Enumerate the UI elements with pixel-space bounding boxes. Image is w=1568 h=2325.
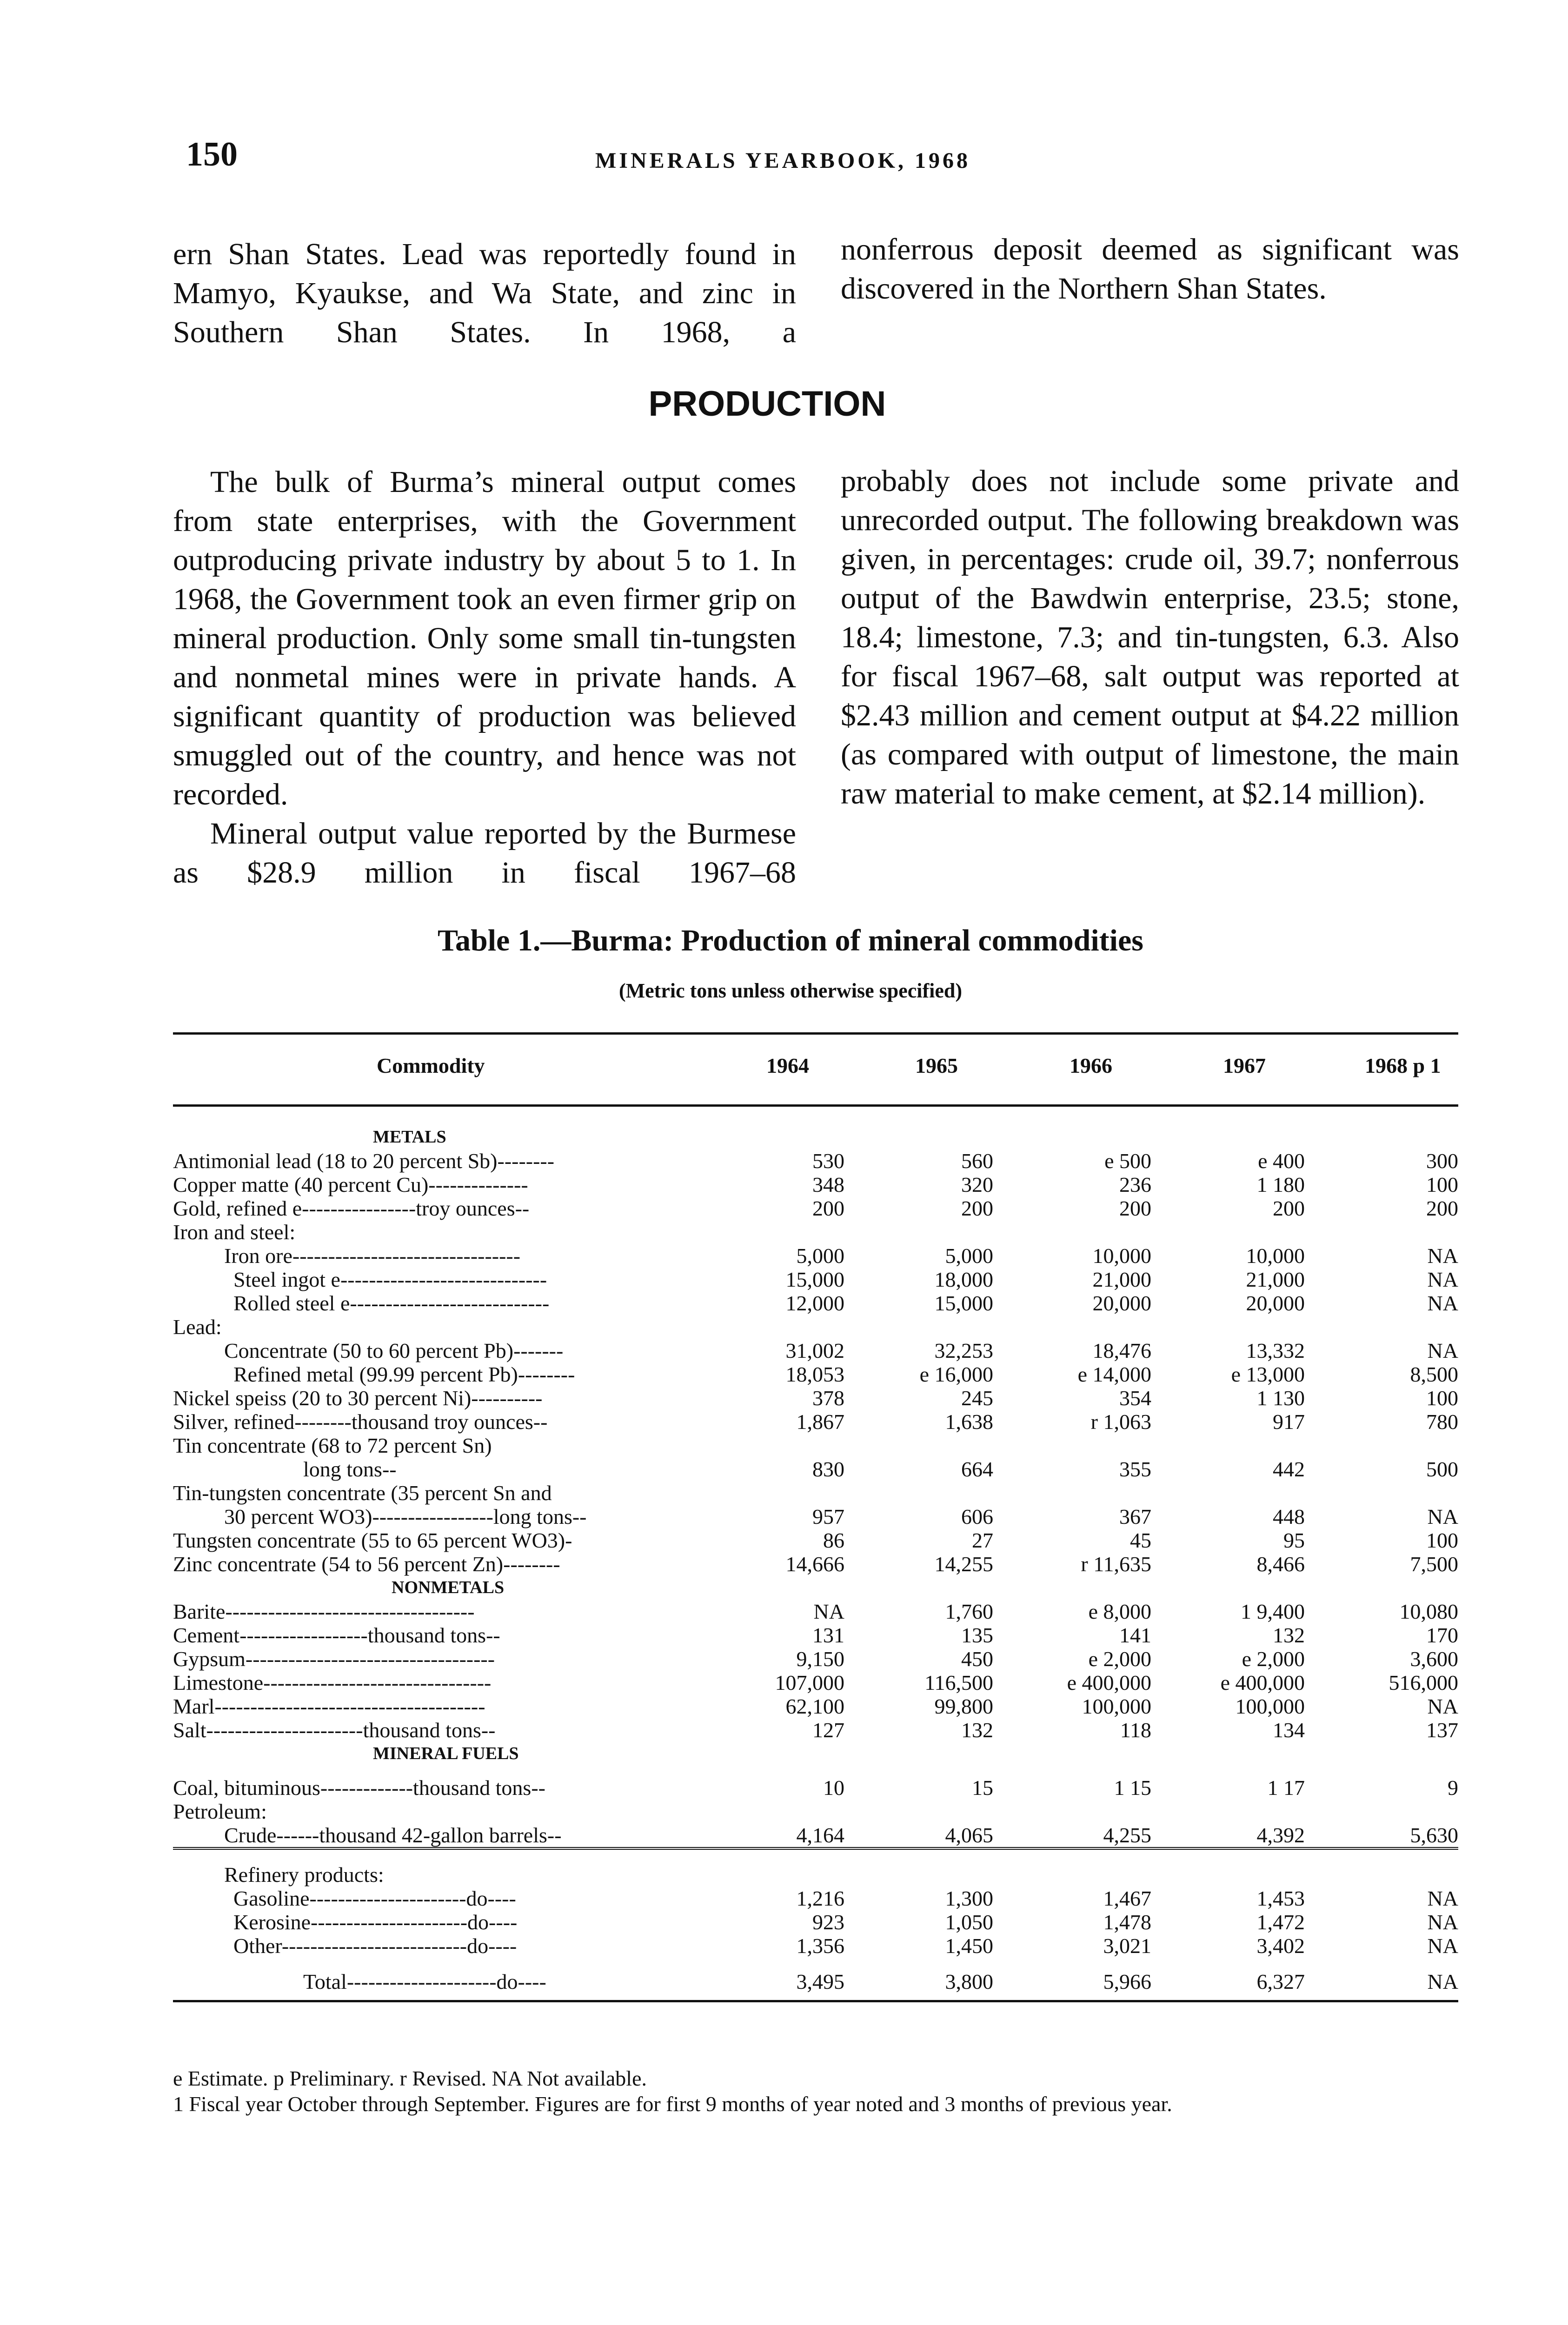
running-title: MINERALS YEARBOOK, 1968 (595, 148, 970, 173)
body-paragraph: Mineral output value reported by the Burmese as $28.9 million in fiscal 1967–68 (173, 817, 796, 890)
value-cell: 13,332 (1246, 1339, 1305, 1362)
intro-left-column (173, 235, 796, 352)
value-cell: 8,466 (1256, 1552, 1305, 1576)
commodity-label: 30 percent WO3)-----------------long tons-- (224, 1505, 587, 1528)
value-cell: 99,800 (934, 1694, 993, 1718)
value-cell (1305, 1434, 1458, 1457)
table-row (173, 1196, 1458, 1220)
value-cell: 131 (812, 1623, 844, 1647)
value-cell: 135 (961, 1623, 993, 1647)
body-right-column (841, 462, 1459, 813)
table-row (173, 1863, 1458, 1887)
value-cell: 100,000 (1082, 1694, 1151, 1718)
value-cell: 134 (1273, 1718, 1305, 1742)
value-cell (1151, 1315, 1305, 1339)
value-cell: 355 (1119, 1457, 1151, 1481)
value-cell: 9,150 (796, 1647, 844, 1671)
value-cell (1151, 1434, 1305, 1457)
value-cell: NA (1427, 1268, 1458, 1291)
value-cell: r 11,635 (1081, 1552, 1151, 1576)
table-row (173, 1887, 1458, 1910)
commodity-label: Petroleum: (173, 1800, 267, 1823)
value-cell: 141 (1119, 1623, 1151, 1647)
value-cell (705, 1434, 844, 1457)
value-cell: 20,000 (1092, 1291, 1151, 1315)
commodity-label: Other--------------------------do---- (233, 1934, 517, 1958)
value-cell (993, 1434, 1151, 1457)
value-cell: 100,000 (1235, 1694, 1305, 1718)
value-cell: 3,021 (1103, 1934, 1151, 1958)
table-row (173, 1647, 1458, 1671)
footnote-fiscal-year: 1 Fiscal year October through September. Figures are for first 9 months of year noted and 3 months of previous year. (173, 2092, 1172, 2116)
column-header: 1965 (915, 1054, 958, 1077)
value-cell: 1,453 (1256, 1887, 1305, 1910)
intro-right-text: nonferrous deposit deemed as significant was discovered in the Northern Shan States. (841, 232, 1459, 306)
table-row (173, 1766, 1458, 1800)
value-cell: 100 (1426, 1386, 1458, 1410)
value-cell: 3,402 (1256, 1934, 1305, 1958)
value-cell: 200 (961, 1196, 993, 1220)
commodity-label: Antimonial lead (18 to 20 percent Sb)-------- (173, 1149, 555, 1173)
commodity-label: Gold, refined e----------------troy ounces-- (173, 1196, 530, 1220)
value-cell: 7,500 (1410, 1552, 1458, 1576)
table-title: Table 1.—Burma: Production of mineral commodities (438, 923, 1143, 957)
value-cell (705, 1220, 844, 1244)
value-cell: 10,000 (1092, 1244, 1151, 1268)
value-cell: 3,600 (1410, 1647, 1458, 1671)
page-number: 150 (186, 135, 238, 173)
value-cell (844, 1481, 993, 1505)
value-cell: NA (1427, 1934, 1458, 1958)
value-cell: 118 (1120, 1718, 1151, 1742)
value-cell: NA (1427, 1887, 1458, 1910)
commodity-label: Coal, bituminous-------------thousand tons-- (173, 1776, 545, 1800)
commodity-label: Barite----------------------------------- (173, 1600, 475, 1623)
spacer-row (173, 1958, 1458, 1970)
column-header: Commodity (377, 1054, 485, 1077)
value-cell: 1 17 (1267, 1776, 1305, 1800)
value-cell: 516,000 (1389, 1671, 1458, 1694)
production-table (173, 1125, 1458, 2002)
value-cell (1305, 1220, 1458, 1244)
table-row (173, 1220, 1458, 1244)
section-label: NONMETALS (392, 1578, 505, 1597)
table-header-rule (173, 1104, 1458, 1107)
value-cell (844, 1800, 993, 1823)
table-row (173, 1623, 1458, 1647)
value-cell: 4,065 (945, 1823, 993, 1847)
value-cell: 170 (1426, 1623, 1458, 1647)
value-cell: e 2,000 (1242, 1647, 1305, 1671)
intro-left-text: ern Shan States. Lead was reportedly found in Mamyo, Kyaukse, and Wa State, and zinc in Southern Shan States. In 1968, a (173, 237, 796, 349)
table-subtitle: (Metric tons unless otherwise specified) (618, 979, 963, 1002)
value-cell (993, 1863, 1151, 1887)
column-header: 1966 (1070, 1054, 1112, 1077)
commodity-label: Concentrate (50 to 60 percent Pb)------- (224, 1339, 564, 1362)
value-cell: 560 (961, 1149, 993, 1173)
value-cell: 354 (1119, 1386, 1151, 1410)
value-cell (1305, 1315, 1458, 1339)
value-cell: NA (1427, 1339, 1458, 1362)
value-cell: 530 (812, 1149, 844, 1173)
table-row (173, 1600, 1458, 1623)
value-cell: 100 (1426, 1528, 1458, 1552)
table-row (173, 1528, 1458, 1552)
value-cell: 137 (1426, 1718, 1458, 1742)
section-label-nonmetals (173, 1576, 1458, 1600)
value-cell (1151, 1481, 1305, 1505)
value-cell: 10,000 (1246, 1244, 1305, 1268)
body-left-column (173, 463, 796, 892)
value-cell: 4,255 (1103, 1823, 1151, 1847)
value-cell: 107,000 (775, 1671, 844, 1694)
value-cell: 1,760 (945, 1600, 993, 1623)
commodity-label: Rolled steel e---------------------------- (233, 1291, 550, 1315)
commodity-label: Kerosine----------------------do---- (233, 1910, 518, 1934)
commodity-label: Copper matte (40 percent Cu)-------------- (173, 1173, 528, 1196)
value-cell: 32,253 (934, 1339, 993, 1362)
section-label-fuels (173, 1742, 1458, 1766)
commodity-label: Gasoline----------------------do---- (233, 1887, 516, 1910)
table-row (173, 1386, 1458, 1410)
commodity-label: Lead: (173, 1315, 222, 1339)
value-cell: 1,450 (945, 1934, 993, 1958)
commodity-label: Steel ingot e----------------------------- (233, 1268, 547, 1291)
commodity-label: Refined metal (99.99 percent Pb)-------- (233, 1362, 575, 1386)
value-cell: 236 (1119, 1173, 1151, 1196)
value-cell: 1,300 (945, 1887, 993, 1910)
value-cell (844, 1434, 993, 1457)
value-cell: 5,630 (1410, 1823, 1458, 1847)
value-cell: r 1,063 (1090, 1410, 1151, 1434)
value-cell: 18,053 (785, 1362, 844, 1386)
value-cell (993, 1315, 1151, 1339)
value-cell (705, 1481, 844, 1505)
value-cell: NA (813, 1600, 844, 1623)
value-cell: 1,050 (945, 1910, 993, 1934)
value-cell: 100 (1426, 1173, 1458, 1196)
table-row (173, 1339, 1458, 1362)
value-cell (705, 1315, 844, 1339)
value-cell: 10 (823, 1776, 844, 1800)
value-cell: 15,000 (934, 1291, 993, 1315)
commodity-label: Refinery products: (224, 1863, 384, 1887)
commodity-label: Marl-------------------------------------- (173, 1694, 485, 1718)
value-cell: 45 (1130, 1528, 1151, 1552)
value-cell: 348 (812, 1173, 844, 1196)
value-cell (844, 1315, 993, 1339)
value-cell: 320 (961, 1173, 993, 1196)
section-label: METALS (373, 1127, 446, 1147)
table-row (173, 1244, 1458, 1268)
value-cell: 200 (1426, 1196, 1458, 1220)
value-cell (993, 1800, 1151, 1823)
value-cell: 1,638 (945, 1410, 993, 1434)
table-row (173, 1671, 1458, 1694)
value-cell: 132 (1273, 1623, 1305, 1647)
commodity-label: Tin concentrate (68 to 72 percent Sn) (173, 1434, 492, 1457)
value-cell: 1,467 (1103, 1887, 1151, 1910)
intro-right-column (841, 230, 1459, 308)
value-cell: 4,392 (1256, 1823, 1305, 1847)
table-row (173, 1149, 1458, 1173)
table-row (173, 1481, 1458, 1505)
value-cell: 1,478 (1103, 1910, 1151, 1934)
value-cell: 86 (823, 1528, 844, 1552)
table-row (173, 1823, 1458, 1848)
commodity-label: Nickel speiss (20 to 30 percent Ni)---------- (173, 1386, 543, 1410)
table-row (173, 1362, 1458, 1386)
table-row (173, 1552, 1458, 1576)
value-cell: 20,000 (1246, 1291, 1305, 1315)
value-cell: NA (1427, 1291, 1458, 1315)
value-cell: NA (1427, 1505, 1458, 1528)
section-label: MINERAL FUELS (373, 1744, 519, 1763)
commodity-label: long tons-- (303, 1457, 397, 1481)
value-cell (1305, 1481, 1458, 1505)
value-cell: e 14,000 (1077, 1362, 1151, 1386)
value-cell (844, 1863, 993, 1887)
value-cell: 378 (812, 1386, 844, 1410)
table-row (173, 1268, 1458, 1291)
value-cell: 917 (1273, 1410, 1305, 1434)
value-cell (1151, 1863, 1305, 1887)
value-cell (993, 1220, 1151, 1244)
value-cell: 442 (1273, 1457, 1305, 1481)
value-cell: 830 (812, 1457, 844, 1481)
value-cell (705, 1863, 844, 1887)
commodity-label: Tin-tungsten concentrate (35 percent Sn and (173, 1481, 552, 1505)
commodity-label: Limestone-------------------------------- (173, 1671, 492, 1694)
table-row (173, 1315, 1458, 1339)
value-cell: 5,966 (993, 1970, 1151, 2001)
value-cell: NA (1427, 1910, 1458, 1934)
table-row (173, 1718, 1458, 1742)
value-cell: 200 (1273, 1196, 1305, 1220)
value-cell: 300 (1426, 1149, 1458, 1173)
value-cell: 21,000 (1092, 1268, 1151, 1291)
footnote-legend: e Estimate. p Preliminary. r Revised. NA Not available. (173, 2066, 647, 2090)
value-cell: e 400 (1258, 1149, 1305, 1173)
value-cell: 10,080 (1399, 1600, 1458, 1623)
value-cell: e 13,000 (1231, 1362, 1305, 1386)
value-cell: 1,472 (1256, 1910, 1305, 1934)
value-cell: 3,800 (844, 1970, 993, 2001)
table-row (173, 1505, 1458, 1528)
value-cell: 200 (812, 1196, 844, 1220)
value-cell: 500 (1426, 1457, 1458, 1481)
value-cell (844, 1220, 993, 1244)
value-cell: 116,500 (924, 1671, 993, 1694)
table-row (173, 1410, 1458, 1434)
value-cell: e 16,000 (919, 1362, 993, 1386)
body-paragraph: probably does not include some private and unrecorded output. The following breakdown was given, in percentages: crude oil, 39.7; nonferrous output of the Bawdwin enterprise, 23.5; stone, 18.4; limestone, 7.3; and tin-tungsten, 6.3. Also for fiscal 1967–68, salt output was reported at $2.43 million and cement output at $4.22 million (as compared with output of limestone, the main raw material to make cement, at $2.14 million). (841, 464, 1459, 810)
column-header: 1967 (1223, 1054, 1266, 1077)
commodity-label: Gypsum----------------------------------- (173, 1647, 495, 1671)
value-cell: 95 (1283, 1528, 1305, 1552)
commodity-label: Crude------thousand 42-gallon barrels-- (224, 1823, 562, 1847)
value-cell: 14,255 (934, 1552, 993, 1576)
value-cell: 367 (1119, 1505, 1151, 1528)
total-row (173, 1970, 1458, 2001)
commodity-label: Silver, refined--------thousand troy ounces-- (173, 1410, 548, 1434)
value-cell: 12,000 (785, 1291, 844, 1315)
value-cell: 448 (1273, 1505, 1305, 1528)
value-cell: 957 (812, 1505, 844, 1528)
value-cell: e 400,000 (1220, 1671, 1305, 1694)
value-cell: NA (1427, 1694, 1458, 1718)
value-cell: 5,000 (945, 1244, 993, 1268)
value-cell: 780 (1426, 1410, 1458, 1434)
value-cell: 3,495 (705, 1970, 844, 2001)
section-label-metals (173, 1125, 1458, 1149)
value-cell (1305, 1863, 1458, 1887)
value-cell: 1 130 (1256, 1386, 1305, 1410)
double-rule (173, 1848, 1458, 1863)
value-cell: 450 (961, 1647, 993, 1671)
value-cell: 4,164 (796, 1823, 844, 1847)
value-cell: e 8,000 (1088, 1600, 1151, 1623)
value-cell: 664 (961, 1457, 993, 1481)
commodity-label: Iron and steel: (173, 1220, 296, 1244)
value-cell: NA (1427, 1244, 1458, 1268)
value-cell: 18,476 (1092, 1339, 1151, 1362)
value-cell: 27 (972, 1528, 993, 1552)
value-cell: 1,356 (796, 1934, 844, 1958)
value-cell: 31,002 (785, 1339, 844, 1362)
table-row (173, 1910, 1458, 1934)
table-top-rule (173, 1032, 1458, 1035)
table-row (173, 1800, 1458, 1823)
value-cell: 127 (812, 1718, 844, 1742)
commodity-label: Cement------------------thousand tons-- (173, 1623, 500, 1647)
value-cell: e 500 (1104, 1149, 1151, 1173)
total-label: Total---------------------do---- (173, 1970, 705, 2001)
value-cell: 1,216 (796, 1887, 844, 1910)
value-cell (1151, 1800, 1305, 1823)
value-cell: 14,666 (785, 1552, 844, 1576)
commodity-label: Zinc concentrate (54 to 56 percent Zn)-------- (173, 1552, 560, 1576)
table-row (173, 1457, 1458, 1481)
value-cell: 15 (972, 1776, 993, 1800)
column-header: 1968 p 1 (1365, 1054, 1441, 1077)
commodity-label: Salt----------------------thousand tons-- (173, 1718, 496, 1742)
value-cell (993, 1481, 1151, 1505)
table-row (173, 1694, 1458, 1718)
value-cell: 8,500 (1410, 1362, 1458, 1386)
value-cell: 132 (961, 1718, 993, 1742)
value-cell: e 2,000 (1088, 1647, 1151, 1671)
table-row (173, 1291, 1458, 1315)
value-cell: 606 (961, 1505, 993, 1528)
section-heading-production: PRODUCTION (648, 384, 886, 424)
value-cell: 245 (961, 1386, 993, 1410)
value-cell: 1 180 (1256, 1173, 1305, 1196)
value-cell: 923 (812, 1910, 844, 1934)
table-row (173, 1173, 1458, 1196)
value-cell: 18,000 (934, 1268, 993, 1291)
body-paragraph: The bulk of Burma’s mineral output comes from state enterprises, with the Government outproducing private industry by about 5 to 1. In 1968, the Government took an even firmer grip on mineral production. Only some small tin-tungsten and nonmetal mines were in private hands. A significant quantity of production was believed smuggled out of the country, and hence was not recorded. (173, 465, 796, 811)
value-cell: e 400,000 (1067, 1671, 1151, 1694)
value-cell (1305, 1800, 1458, 1823)
value-cell: 5,000 (796, 1244, 844, 1268)
value-cell: 1 15 (1114, 1776, 1151, 1800)
column-header: 1964 (766, 1054, 809, 1077)
value-cell: 1,867 (796, 1410, 844, 1434)
value-cell: 1 9,400 (1241, 1600, 1305, 1623)
value-cell (1151, 1220, 1305, 1244)
value-cell: 9 (1448, 1776, 1458, 1800)
value-cell: NA (1305, 1970, 1458, 2001)
table-row (173, 1934, 1458, 1958)
value-cell: 200 (1119, 1196, 1151, 1220)
value-cell: 62,100 (785, 1694, 844, 1718)
table-row (173, 1434, 1458, 1457)
value-cell: 6,327 (1151, 1970, 1305, 2001)
commodity-label: Iron ore-------------------------------- (224, 1244, 521, 1268)
commodity-label: Tungsten concentrate (55 to 65 percent WO3)- (173, 1528, 572, 1552)
value-cell (705, 1800, 844, 1823)
value-cell: 15,000 (785, 1268, 844, 1291)
value-cell: 21,000 (1246, 1268, 1305, 1291)
